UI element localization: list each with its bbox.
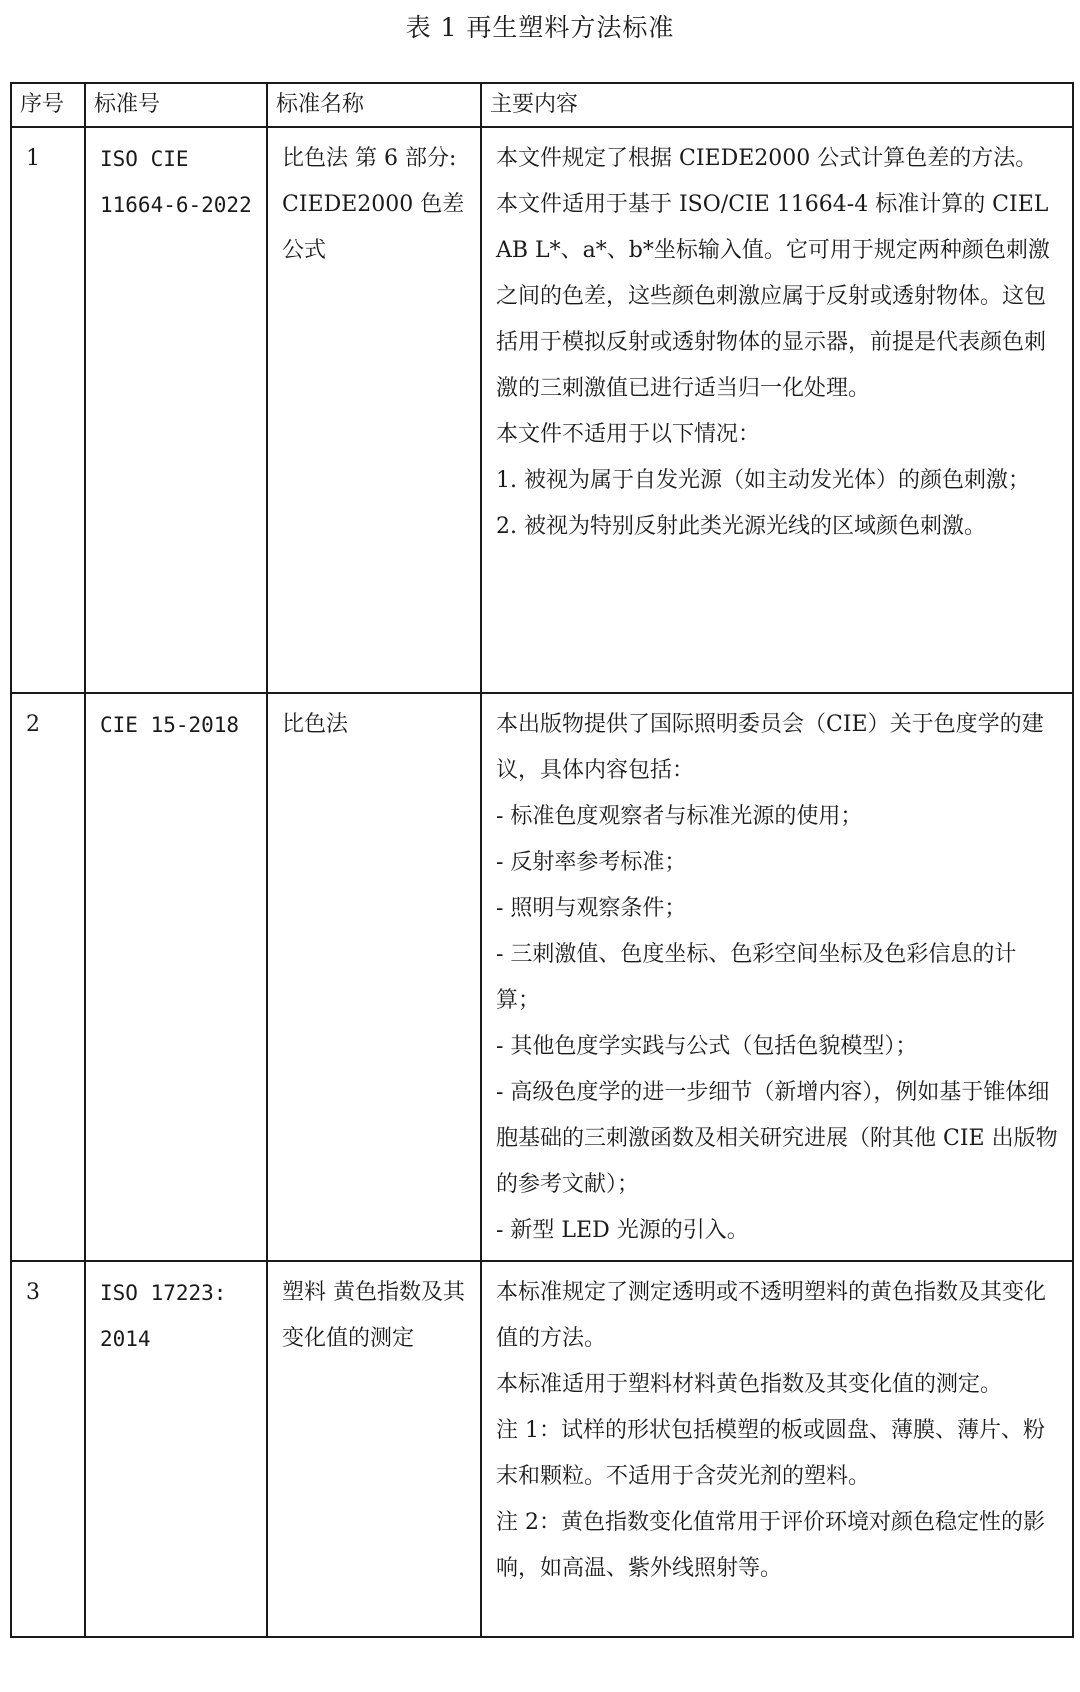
row-standard-name bbox=[267, 1261, 481, 1637]
standard-code-line: ISO CIE bbox=[100, 147, 189, 171]
standard-code-line: CIE 15-2018 bbox=[100, 713, 240, 737]
standard-name-text: 比色法 第 6 部分:CIEDE2000 色差公式 bbox=[282, 146, 465, 263]
standard-code-line: 11664-6-2022 bbox=[100, 193, 252, 217]
row-standard-code bbox=[85, 693, 267, 1261]
content-paragraph: - 新型 LED 光源的引入。 bbox=[496, 1218, 749, 1243]
row-seq: 1 bbox=[11, 127, 85, 693]
content-paragraph: 1. 被视为属于自发光源（如主动发光体）的颜色刺激； bbox=[496, 468, 1030, 493]
header-standard-code: 标准号 bbox=[85, 83, 267, 127]
content-paragraph: - 照明与观察条件； bbox=[496, 896, 687, 921]
content-paragraph: 本出版物提供了国际照明委员会（CIE）关于色度学的建议，具体内容包括： bbox=[496, 712, 1044, 783]
content-paragraph: - 其他色度学实践与公式（包括色貌模型）； bbox=[496, 1034, 918, 1059]
content-paragraph: - 标准色度观察者与标准光源的使用； bbox=[496, 804, 863, 829]
row-main-content bbox=[481, 127, 1073, 693]
content-paragraph: 本文件规定了根据 CIEDE2000 公式计算色差的方法。 bbox=[496, 146, 1038, 171]
content-paragraph: 本标准适用于塑料材料黄色指数及其变化值的测定。 bbox=[496, 1372, 1003, 1397]
content-paragraph: 注 2：黄色指数变化值常用于评价环境对颜色稳定性的影响，如高温、紫外线照射等。 bbox=[496, 1510, 1045, 1581]
content-paragraph: - 高级色度学的进一步细节（新增内容），例如基于锥体细胞基础的三刺激函数及相关研究进展（附其他 CIE 出版物的参考文献）； bbox=[496, 1080, 1058, 1197]
standard-name-text: 塑料 黄色指数及其变化值的测定 bbox=[282, 1280, 465, 1351]
row-seq: 2 bbox=[11, 693, 85, 1261]
row-seq: 3 bbox=[11, 1261, 85, 1637]
table-caption: 表 1 再生塑料方法标准 bbox=[405, 13, 675, 42]
standard-code-line: 2014 bbox=[100, 1327, 151, 1351]
header-row bbox=[11, 83, 1073, 127]
row-standard-code bbox=[85, 1261, 267, 1637]
table-row bbox=[11, 1261, 1073, 1637]
content-paragraph: 本文件不适用于以下情况： bbox=[496, 422, 761, 447]
content-paragraph: - 三刺激值、色度坐标、色彩空间坐标及色彩信息的计算； bbox=[496, 942, 1017, 1013]
header-main-content: 主要内容 bbox=[481, 83, 1073, 127]
table-row bbox=[11, 127, 1073, 693]
row-standard-code bbox=[85, 127, 267, 693]
header-standard-name: 标准名称 bbox=[267, 83, 481, 127]
content-paragraph: 注 1：试样的形状包括模塑的板或圆盘、薄膜、薄片、粉末和颗粒。不适用于含荧光剂的塑料。 bbox=[496, 1418, 1045, 1489]
row-standard-name bbox=[267, 127, 481, 693]
standards-table bbox=[10, 82, 1074, 1638]
header-seq: 序号 bbox=[11, 83, 85, 127]
row-main-content bbox=[481, 1261, 1073, 1637]
row-standard-name bbox=[267, 693, 481, 1261]
standard-code-line: ISO 17223: bbox=[100, 1281, 227, 1305]
row-main-content bbox=[481, 693, 1073, 1261]
content-paragraph: - 反射率参考标准； bbox=[496, 850, 687, 875]
standard-name-text: 比色法 bbox=[282, 712, 349, 737]
content-paragraph: 本标准规定了测定透明或不透明塑料的黄色指数及其变化值的方法。 bbox=[496, 1280, 1047, 1351]
content-paragraph: 2. 被视为特别反射此类光源光线的区域颜色刺激。 bbox=[496, 514, 986, 539]
table-row bbox=[11, 693, 1073, 1261]
content-paragraph: 本文件适用于基于 ISO/CIE 11664-4 标准计算的 CIELAB L*、a*、b*坐标输入值。它可用于规定两种颜色刺激之间的色差，这些颜色刺激应属于反射或透射物体。这包括用于模拟反射或透射物体的显示器，前提是代表颜色刺激的三刺激值已进行适当归一化处理。 bbox=[496, 192, 1050, 401]
